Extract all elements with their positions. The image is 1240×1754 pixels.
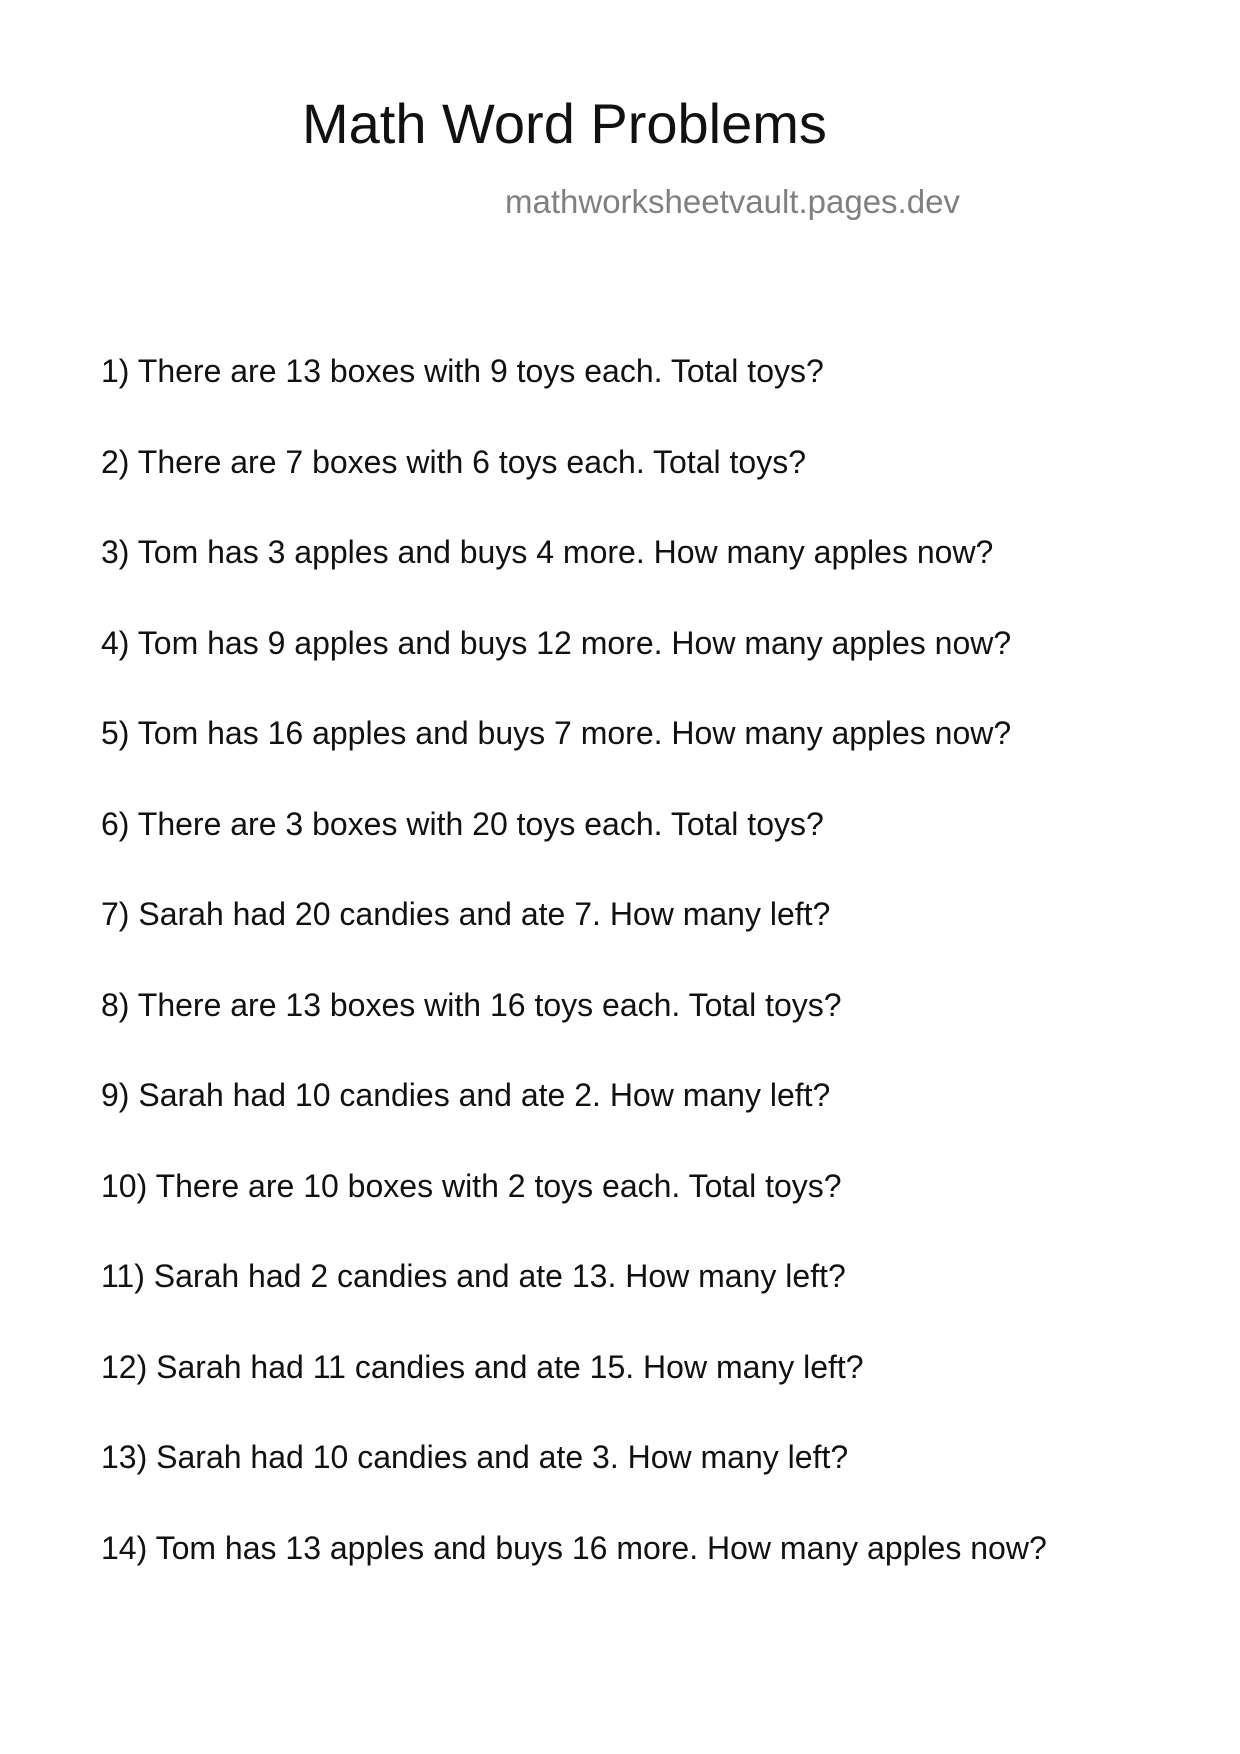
problem-item: 11) Sarah had 2 candies and ate 13. How many left? — [101, 1258, 846, 1294]
problem-item: 8) There are 13 boxes with 16 toys each. Total toys? — [101, 986, 842, 1023]
page-title: Math Word Problems — [302, 92, 827, 155]
problem-item: 5) Tom has 16 apples and buys 7 more. How many apples now? — [101, 715, 1012, 751]
problem-item: 4) Tom has 9 apples and buys 12 more. How many apples now? — [101, 624, 1012, 661]
problem-item: 2) There are 7 boxes with 6 toys each. Total toys? — [101, 443, 806, 480]
problem-item: 6) There are 3 boxes with 20 toys each. Total toys? — [101, 805, 824, 842]
problem-item: 1) There are 13 boxes with 9 toys each. Total toys? — [101, 353, 824, 389]
problem-item: 12) Sarah had 11 candies and ate 15. How many left? — [101, 1348, 864, 1385]
source-url: mathworksheetvault.pages.dev — [505, 183, 960, 220]
problem-list — [101, 351, 1047, 1618]
problem-item: 14) Tom has 13 apples and buys 16 more. How many apples now? — [101, 1529, 1047, 1566]
problem-item: 13) Sarah had 10 candies and ate 3. How many left? — [101, 1439, 849, 1475]
problem-item: 10) There are 10 boxes with 2 toys each. Total toys? — [101, 1167, 842, 1204]
problem-item: 3) Tom has 3 apples and buys 4 more. How many apples now? — [101, 534, 994, 570]
problem-item: 7) Sarah had 20 candies and ate 7. How many left? — [101, 896, 831, 932]
problem-item: 9) Sarah had 10 candies and ate 2. How many left? — [101, 1077, 831, 1113]
